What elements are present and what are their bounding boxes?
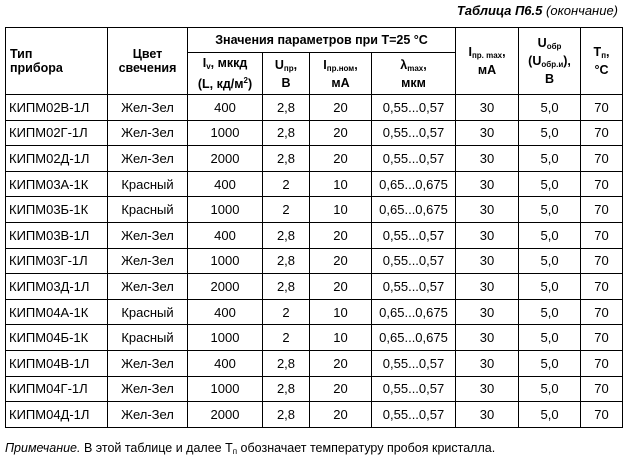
cell-ipr-nom: 10 bbox=[310, 171, 372, 197]
header-parameters-group: Значения параметров при T=25 °C bbox=[188, 28, 456, 53]
cell-iv: 1000 bbox=[188, 325, 263, 351]
cell-upr: 2,8 bbox=[263, 120, 310, 146]
cell-device-type: КИПМ03А-1К bbox=[6, 171, 108, 197]
cell-uobr: 5,0 bbox=[519, 248, 581, 274]
table-caption bbox=[457, 3, 618, 18]
table-row bbox=[6, 171, 623, 197]
cell-ipr-nom: 10 bbox=[310, 325, 372, 351]
cell-ipr-max: 30 bbox=[456, 120, 519, 146]
cell-device-type: КИПМ04А-1К bbox=[6, 299, 108, 325]
cell-tp: 70 bbox=[581, 325, 623, 351]
cell-ipr-nom: 20 bbox=[310, 146, 372, 172]
caption-title: Таблица П6.5 bbox=[456, 3, 543, 18]
table-row bbox=[6, 120, 623, 146]
cell-glow-color: Жел-Зел bbox=[108, 222, 188, 248]
cell-device-type: КИПМ04Г-1Л bbox=[6, 376, 108, 402]
cell-iv: 400 bbox=[188, 222, 263, 248]
cell-uobr: 5,0 bbox=[519, 350, 581, 376]
cell-tp: 70 bbox=[581, 197, 623, 223]
cell-uobr: 5,0 bbox=[519, 274, 581, 300]
cell-lambda-max: 0,55...0,57 bbox=[372, 146, 456, 172]
cell-glow-color: Жел-Зел bbox=[108, 95, 188, 121]
cell-device-type: КИПМ04Б-1К bbox=[6, 325, 108, 351]
cell-tp: 70 bbox=[581, 402, 623, 428]
led-parameters-table bbox=[5, 27, 623, 428]
header-tp: $T_п$, °C bbox=[581, 28, 623, 95]
cell-tp: 70 bbox=[581, 120, 623, 146]
cell-glow-color: Жел-Зел bbox=[108, 146, 188, 172]
cell-device-type: КИПМ02В-1Л bbox=[6, 95, 108, 121]
cell-glow-color: Красный bbox=[108, 299, 188, 325]
cell-glow-color: Жел-Зел bbox=[108, 376, 188, 402]
cell-iv: 1000 bbox=[188, 120, 263, 146]
cell-ipr-max: 30 bbox=[456, 248, 519, 274]
cell-iv: 1000 bbox=[188, 197, 263, 223]
cell-uobr: 5,0 bbox=[519, 171, 581, 197]
cell-iv: 400 bbox=[188, 350, 263, 376]
footnote: Примечание. В этой таблице и далее $T_п$ обозначает температуру пробоя кристалла. bbox=[5, 441, 496, 456]
cell-upr: 2,8 bbox=[263, 376, 310, 402]
cell-upr: 2 bbox=[263, 299, 310, 325]
table-row bbox=[6, 248, 623, 274]
cell-ipr-max: 30 bbox=[456, 325, 519, 351]
cell-lambda-max: 0,65...0,675 bbox=[372, 197, 456, 223]
cell-lambda-max: 0,55...0,57 bbox=[372, 248, 456, 274]
cell-ipr-nom: 20 bbox=[310, 248, 372, 274]
cell-tp: 70 bbox=[581, 171, 623, 197]
cell-ipr-max: 30 bbox=[456, 197, 519, 223]
cell-iv: 400 bbox=[188, 171, 263, 197]
table-row bbox=[6, 402, 623, 428]
header-ipr-max: $I_{пр. max}$, мА bbox=[456, 28, 519, 95]
cell-device-type: КИПМ04Д-1Л bbox=[6, 402, 108, 428]
table-row bbox=[6, 350, 623, 376]
cell-upr: 2 bbox=[263, 171, 310, 197]
cell-uobr: 5,0 bbox=[519, 146, 581, 172]
cell-lambda-max: 0,65...0,675 bbox=[372, 299, 456, 325]
cell-tp: 70 bbox=[581, 248, 623, 274]
header-device-type: Тип прибора bbox=[6, 28, 108, 95]
cell-ipr-nom: 20 bbox=[310, 376, 372, 402]
table-row bbox=[6, 274, 623, 300]
cell-iv: 1000 bbox=[188, 376, 263, 402]
cell-device-type: КИПМ02Д-1Л bbox=[6, 146, 108, 172]
cell-upr: 2,8 bbox=[263, 95, 310, 121]
cell-lambda-max: 0,55...0,57 bbox=[372, 222, 456, 248]
cell-ipr-max: 30 bbox=[456, 146, 519, 172]
cell-lambda-max: 0,65...0,675 bbox=[372, 325, 456, 351]
cell-ipr-max: 30 bbox=[456, 222, 519, 248]
cell-ipr-nom: 20 bbox=[310, 402, 372, 428]
cell-iv: 400 bbox=[188, 95, 263, 121]
header-ipr-nom: $I_{пр.ном}$, мА bbox=[310, 53, 372, 95]
cell-uobr: 5,0 bbox=[519, 376, 581, 402]
cell-uobr: 5,0 bbox=[519, 197, 581, 223]
header-glow-color: Цвет свечения bbox=[108, 28, 188, 95]
cell-upr: 2,8 bbox=[263, 222, 310, 248]
table-row bbox=[6, 197, 623, 223]
cell-uobr: 5,0 bbox=[519, 95, 581, 121]
cell-iv: 2000 bbox=[188, 146, 263, 172]
cell-ipr-nom: 20 bbox=[310, 274, 372, 300]
cell-glow-color: Жел-Зел bbox=[108, 350, 188, 376]
cell-iv: 400 bbox=[188, 299, 263, 325]
table-row bbox=[6, 222, 623, 248]
cell-uobr: 5,0 bbox=[519, 299, 581, 325]
cell-lambda-max: 0,55...0,57 bbox=[372, 350, 456, 376]
cell-tp: 70 bbox=[581, 222, 623, 248]
cell-tp: 70 bbox=[581, 146, 623, 172]
cell-upr: 2 bbox=[263, 197, 310, 223]
cell-uobr: 5,0 bbox=[519, 325, 581, 351]
cell-ipr-nom: 20 bbox=[310, 350, 372, 376]
cell-lambda-max: 0,65...0,675 bbox=[372, 171, 456, 197]
cell-glow-color: Жел-Зел bbox=[108, 248, 188, 274]
cell-upr: 2,8 bbox=[263, 274, 310, 300]
cell-device-type: КИПМ02Г-1Л bbox=[6, 120, 108, 146]
cell-device-type: КИПМ03В-1Л bbox=[6, 222, 108, 248]
cell-iv: 2000 bbox=[188, 402, 263, 428]
cell-glow-color: Жел-Зел bbox=[108, 120, 188, 146]
cell-lambda-max: 0,55...0,57 bbox=[372, 274, 456, 300]
cell-device-type: КИПМ03Д-1Л bbox=[6, 274, 108, 300]
cell-device-type: КИПМ03Б-1К bbox=[6, 197, 108, 223]
cell-upr: 2,8 bbox=[263, 402, 310, 428]
table-row bbox=[6, 146, 623, 172]
cell-ipr-nom: 20 bbox=[310, 222, 372, 248]
header-iv: $I_v$, мккд (L, $кд/м^2$) bbox=[188, 53, 263, 95]
table-row bbox=[6, 95, 623, 121]
cell-device-type: КИПМ04В-1Л bbox=[6, 350, 108, 376]
cell-tp: 70 bbox=[581, 350, 623, 376]
cell-glow-color: Жел-Зел bbox=[108, 402, 188, 428]
cell-glow-color: Красный bbox=[108, 325, 188, 351]
cell-upr: 2,8 bbox=[263, 350, 310, 376]
cell-lambda-max: 0,55...0,57 bbox=[372, 376, 456, 402]
cell-ipr-max: 30 bbox=[456, 95, 519, 121]
header-uobr: $U_{обр}$ $(U_{обр.и})$, В bbox=[519, 28, 581, 95]
cell-ipr-nom: 20 bbox=[310, 95, 372, 121]
cell-upr: 2 bbox=[263, 325, 310, 351]
cell-glow-color: Жел-Зел bbox=[108, 274, 188, 300]
cell-ipr-max: 30 bbox=[456, 299, 519, 325]
header-upr: $U_{пр}$, В bbox=[263, 53, 310, 95]
cell-upr: 2,8 bbox=[263, 248, 310, 274]
cell-glow-color: Красный bbox=[108, 197, 188, 223]
cell-ipr-max: 30 bbox=[456, 171, 519, 197]
cell-device-type: КИПМ03Г-1Л bbox=[6, 248, 108, 274]
cell-ipr-max: 30 bbox=[456, 274, 519, 300]
table-row bbox=[6, 325, 623, 351]
cell-uobr: 5,0 bbox=[519, 120, 581, 146]
cell-ipr-max: 30 bbox=[456, 402, 519, 428]
cell-uobr: 5,0 bbox=[519, 222, 581, 248]
cell-tp: 70 bbox=[581, 299, 623, 325]
cell-ipr-max: 30 bbox=[456, 350, 519, 376]
cell-uobr: 5,0 bbox=[519, 402, 581, 428]
cell-ipr-nom: 10 bbox=[310, 299, 372, 325]
cell-tp: 70 bbox=[581, 376, 623, 402]
table-row bbox=[6, 376, 623, 402]
cell-lambda-max: 0,55...0,57 bbox=[372, 95, 456, 121]
cell-glow-color: Красный bbox=[108, 171, 188, 197]
cell-tp: 70 bbox=[581, 95, 623, 121]
cell-ipr-nom: 10 bbox=[310, 197, 372, 223]
cell-ipr-max: 30 bbox=[456, 376, 519, 402]
caption-suffix: (окончание) bbox=[546, 3, 618, 18]
cell-upr: 2,8 bbox=[263, 146, 310, 172]
header-lambda-max: $\lambda_{max}$, мкм bbox=[372, 53, 456, 95]
cell-lambda-max: 0,55...0,57 bbox=[372, 120, 456, 146]
cell-iv: 2000 bbox=[188, 274, 263, 300]
cell-lambda-max: 0,55...0,57 bbox=[372, 402, 456, 428]
table-row bbox=[6, 299, 623, 325]
cell-ipr-nom: 20 bbox=[310, 120, 372, 146]
cell-iv: 1000 bbox=[188, 248, 263, 274]
cell-tp: 70 bbox=[581, 274, 623, 300]
